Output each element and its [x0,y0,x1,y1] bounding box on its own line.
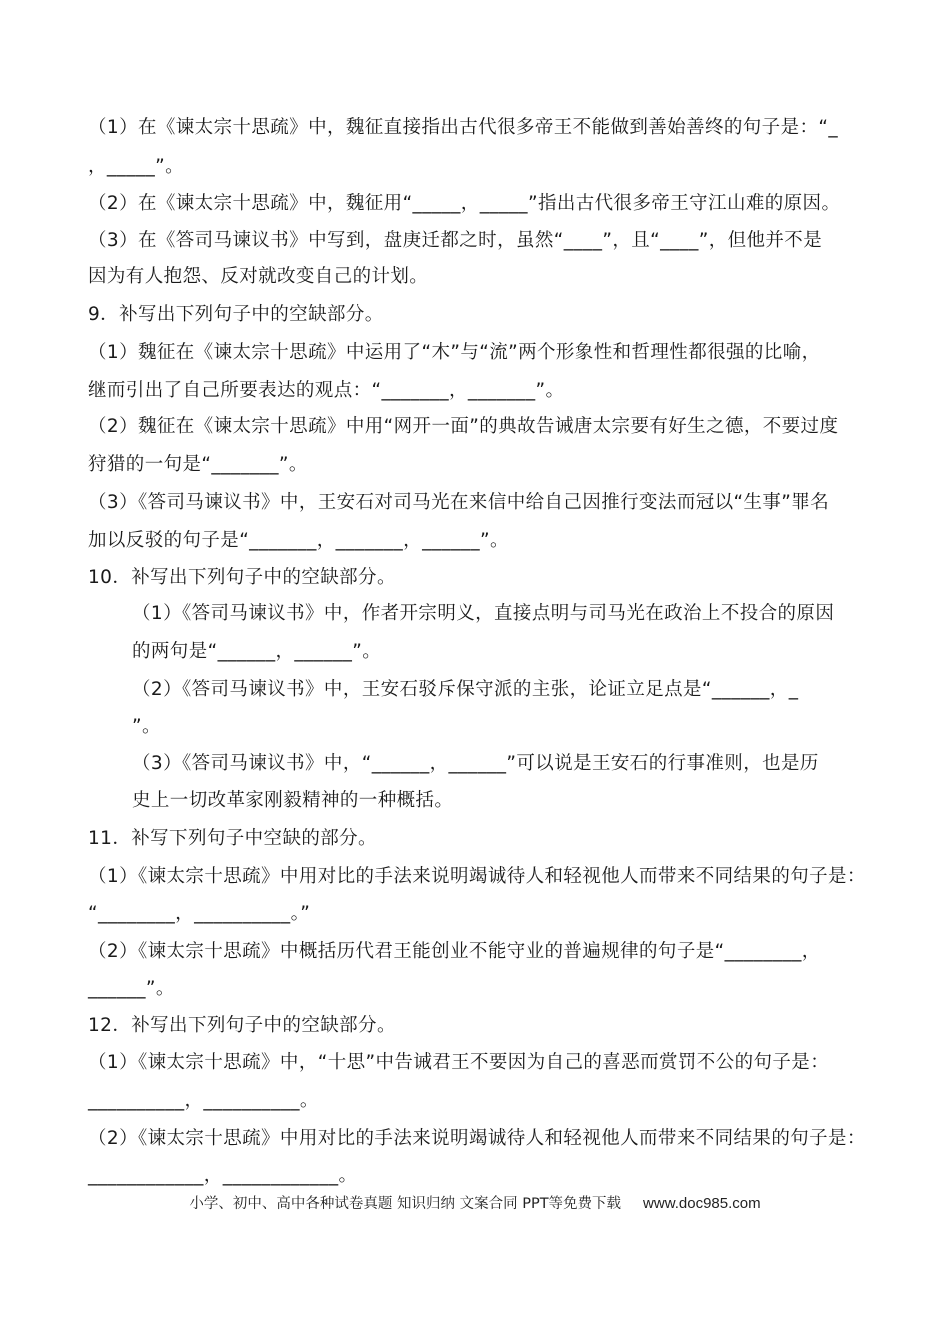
l21: “________，__________。” [88,903,311,924]
l28: ____________，____________。 [88,1165,358,1186]
l15: （2）《答司马谏议书》中，王安石驳斥保守派的主张，论证立足点是“______，_ [132,679,799,700]
l17: （3）《答司马谏议书》中，“______，______”可以说是王安石的行事准则，也是历 [132,753,819,774]
l1: ，_____”。 [88,156,185,177]
l14: 的两句是“______，______”。 [132,641,382,662]
l0: （1）在《谏太宗十思疏》中，魏征直接指出古代很多帝王不能做到善始善终的句子是：“_ [88,117,839,138]
page-footer [0,1192,950,1213]
l23: ______”。 [88,978,175,999]
l20: （1）《谏太宗十思疏》中用对比的手法来说明竭诚待人和轻视他人而带来不同结果的句子是： [88,866,866,887]
l27: （2）《谏太宗十思疏》中用对比的手法来说明竭诚待人和轻视他人而带来不同结果的句子是： [88,1128,866,1149]
l3: （3）在《答司马谏议书》中写到，盘庚迁都之时，虽然“____”，且“____”，但他并不是 [88,230,823,251]
l8: （2）魏征在《谏太宗十思疏》中用“网开一面”的典故告诫唐太宗要有好生之德，不要过度 [88,416,839,437]
l13: （1）《答司马谏议书》中，作者开宗明义，直接点明与司马光在政治上不投合的原因 [132,603,835,624]
l12: 10．补写出下列句子中的空缺部分。 [88,567,396,588]
footer-site: www.doc985.com [643,1195,761,1212]
l9: 狩猎的一句是“_______”。 [88,454,308,475]
l26: __________，__________。 [88,1090,319,1111]
l7: 继而引出了自己所要表达的观点：“_______，_______”。 [88,380,565,401]
l11: 加以反驳的句子是“_______，_______，______”。 [88,530,509,551]
l22: （2）《谏太宗十思疏》中概括历代君王能创业不能守业的普遍规律的句子是“________， [88,941,821,962]
l16: ”。 [132,716,161,737]
l10: （3）《答司马谏议书》中，王安石对司马光在来信中给自己因推行变法而冠以“生事”罪名 [88,492,830,513]
l25: （1）《谏太宗十思疏》中，“十思”中告诫君王不要因为自己的喜恶而赏罚不公的句子是： [88,1052,830,1073]
l4: 因为有人抱怨、反对就改变自己的计划。 [88,266,429,287]
l2: （2）在《谏太宗十思疏》中，魏征用“_____，_____”指出古代很多帝王守江山难的原因。 [88,193,841,214]
l18: 史上一切改革家刚毅精神的一种概括。 [132,790,454,811]
l6: （1）魏征在《谏太宗十思疏》中运用了“木”与“流”两个形象性和哲理性都很强的比喻， [88,342,821,363]
footer-text: 小学、初中、高中各种试卷真题 知识归纳 文案合同 PPT等免费下载 [189,1196,622,1212]
l5: 9．补写出下列句子中的空缺部分。 [88,304,384,325]
l19: 11．补写下列句子中空缺的部分。 [88,828,377,849]
l24: 12．补写出下列句子中的空缺部分。 [88,1015,396,1036]
